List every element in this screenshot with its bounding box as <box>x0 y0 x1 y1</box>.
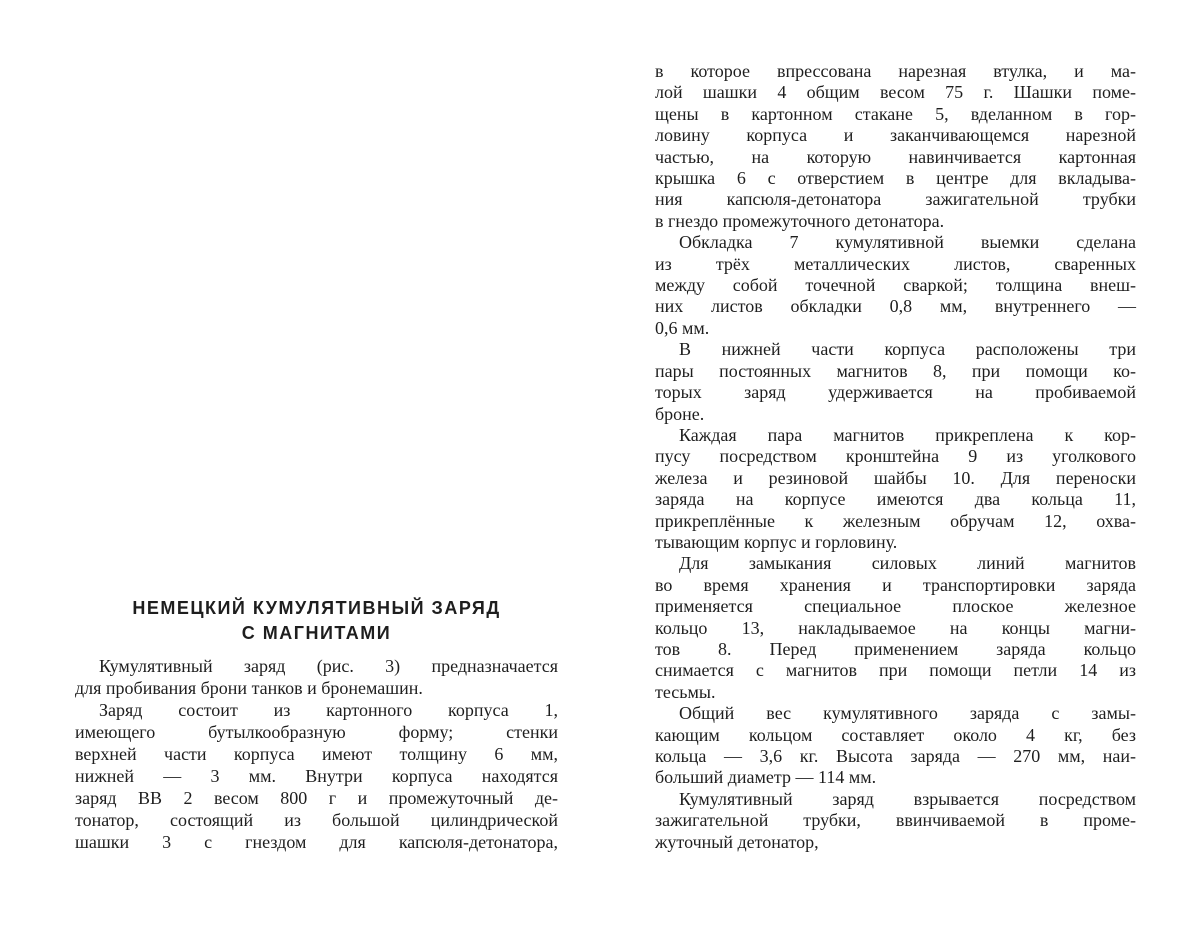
text-line: них листов обкладки 0,8 мм, внутреннего — <box>655 296 1136 317</box>
text-line: применяется специальное плоское железное <box>655 596 1136 617</box>
text-line: тонатор, состоящий из большой цилиндрической <box>75 810 558 830</box>
paragraph <box>655 553 1136 703</box>
text-line: лой шашки 4 общим весом 75 г. Шашки поме- <box>655 82 1136 103</box>
text-line: Заряд состоит из картонного корпуса 1, <box>99 700 558 720</box>
paragraph <box>655 232 1136 339</box>
paragraph <box>655 425 1136 553</box>
text-line: Кумулятивный заряд (рис. 3) предназначается <box>99 656 558 676</box>
paragraph <box>655 339 1136 425</box>
text-line: железа и резиновой шайбы 10. Для переноски <box>655 467 1136 488</box>
text-line: броне. <box>655 403 705 424</box>
paragraph <box>655 789 1136 853</box>
text-line: верхней части корпуса имеют толщину 6 мм, <box>75 744 558 764</box>
text-line: частью, на которую навинчивается картонная <box>655 146 1136 167</box>
text-line: щены в картонном стакане 5, вделанном в гор- <box>655 103 1136 124</box>
right-page-body <box>655 61 1136 853</box>
text-line: пусу посредством кронштейна 9 из уголкового <box>655 446 1136 467</box>
text-line: тов 8. Перед применением заряда кольцо <box>655 638 1136 659</box>
text-line: Общий вес кумулятивного заряда с замы- <box>679 703 1136 724</box>
text-line: тывающим корпус и горловину. <box>655 531 898 552</box>
text-line: заряда на корпусе имеются два кольца 11, <box>655 489 1136 510</box>
text-line: Каждая пара магнитов прикреплена к кор- <box>679 424 1136 445</box>
text-line: пары постоянных магнитов 8, при помощи ко- <box>655 360 1136 381</box>
paragraph <box>75 699 558 853</box>
section-title <box>75 596 558 646</box>
text-line: торых заряд удерживается на пробиваемой <box>655 382 1136 403</box>
paragraph <box>655 703 1136 789</box>
text-line: из трёх металлических листов, сваренных <box>655 253 1136 274</box>
text-line: для пробивания брони танков и бронемашин. <box>75 678 423 698</box>
text-line: тесьмы. <box>655 681 716 702</box>
left-page-body <box>75 655 558 853</box>
text-line: снимается с магнитов при помощи петли 14 из <box>655 660 1136 681</box>
text-line: имеющего бутылкообразную форму; стенки <box>75 722 558 742</box>
text-line: нижней — 3 мм. Внутри корпуса находятся <box>75 766 558 786</box>
text-line: заряд ВВ 2 весом 800 г и промежуточный де- <box>75 788 558 808</box>
text-line: Кумулятивный заряд взрывается посредством <box>679 788 1136 809</box>
paragraph <box>655 61 1136 232</box>
text-line: между собой точечной сваркой; толщина внеш- <box>655 275 1136 296</box>
section-title-line: НЕМЕЦКИЙ КУМУЛЯТИВНЫЙ ЗАРЯД <box>132 598 501 618</box>
text-line: кольцо 13, накладываемое на концы магни- <box>655 617 1136 638</box>
text-line: Для замыкания силовых линий магнитов <box>679 553 1136 574</box>
text-line: больший диаметр — 114 мм. <box>655 767 877 788</box>
text-line: крышка 6 с отверстием в центре для вкладыва- <box>655 168 1136 189</box>
text-line: зажигательной трубки, ввинчиваемой в проме- <box>655 810 1136 831</box>
text-line: жуточный детонатор, <box>655 831 819 852</box>
text-line: Обкладка 7 кумулятивной выемки сделана <box>679 232 1136 253</box>
text-line: ния капсюля-детонатора зажигательной трубки <box>655 189 1136 210</box>
text-line: прикреплённые к железным обручам 12, охва- <box>655 510 1136 531</box>
text-line: кольца — 3,6 кг. Высота заряда — 270 мм, наи- <box>655 746 1136 766</box>
paragraph <box>75 655 558 699</box>
text-line: В нижней части корпуса расположены три <box>679 339 1136 360</box>
text-line: кающим кольцом составляет около 4 кг, без <box>655 724 1136 745</box>
section-title-line: С МАГНИТАМИ <box>241 623 392 643</box>
text-line: в которое впрессована нарезная втулка, и ма- <box>655 61 1136 81</box>
text-line: в гнездо промежуточного детонатора. <box>655 210 945 231</box>
text-line: 0,6 мм. <box>655 317 710 338</box>
text-line: во время хранения и транспортировки заряда <box>655 574 1136 595</box>
text-line: шашки 3 с гнездом для капсюля-детонатора, <box>75 832 558 852</box>
text-line: ловину корпуса и заканчивающемся нарезной <box>655 125 1136 146</box>
